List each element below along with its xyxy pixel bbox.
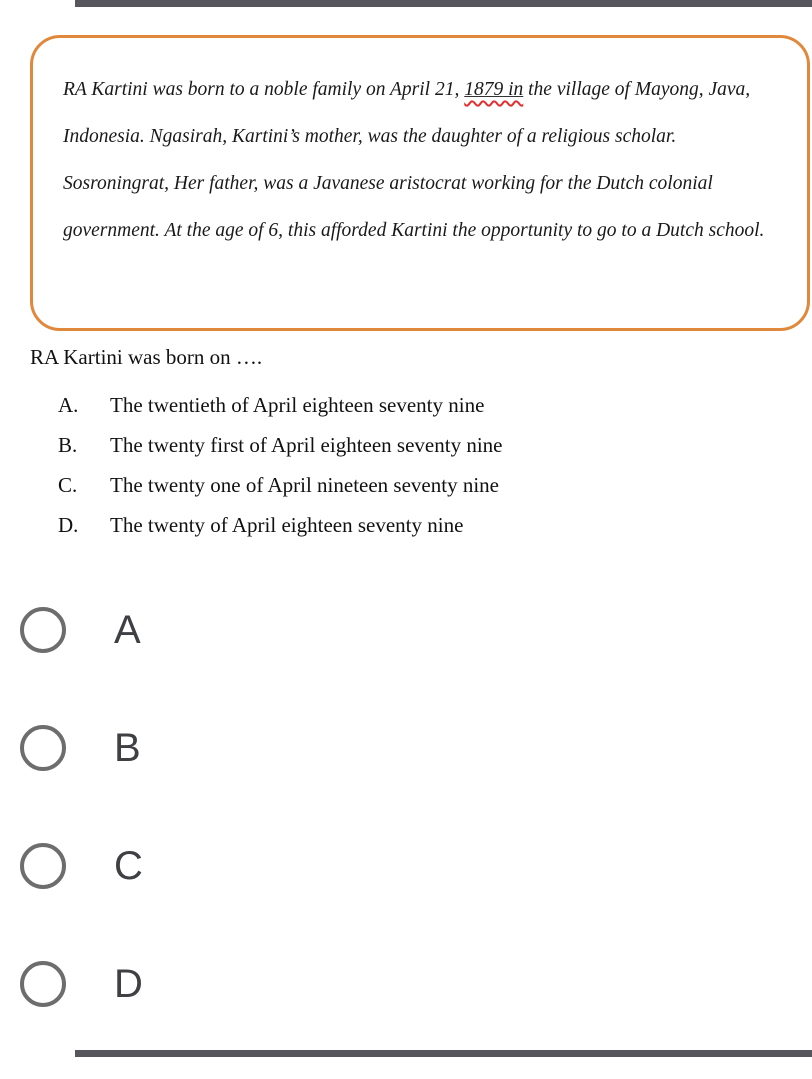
option-letter: A. (58, 393, 79, 417)
answer-choice-c[interactable] (20, 843, 143, 889)
options-list (58, 385, 502, 545)
option-letter: B. (58, 433, 78, 457)
answer-choice-d[interactable] (20, 961, 143, 1007)
answer-choices (20, 607, 143, 1079)
radio-button-d[interactable] (20, 961, 66, 1007)
option-text: The twenty first of April eighteen seventy nine (110, 433, 503, 457)
choice-label-b: B (114, 726, 141, 770)
radio-button-b[interactable] (20, 725, 66, 771)
option-text: The twentieth of April eighteen seventy nine (110, 393, 485, 417)
answer-choice-a[interactable] (20, 607, 143, 653)
option-item-c (58, 465, 502, 505)
spellcheck-underline: 1879 in (464, 79, 524, 100)
option-item-d (58, 505, 502, 545)
passage-segment-before: RA Kartini was born to a noble family on April 21, (63, 79, 465, 100)
passage-text (63, 66, 779, 254)
option-text: The twenty one of April nineteen seventy nine (110, 473, 499, 497)
radio-button-c[interactable] (20, 843, 66, 889)
answer-choice-b[interactable] (20, 725, 143, 771)
passage-box (30, 35, 810, 331)
bottom-edge-bar (75, 1050, 812, 1057)
option-letter: C. (58, 473, 78, 497)
radio-button-a[interactable] (20, 607, 66, 653)
passage-underlined-date (464, 79, 523, 100)
top-edge-bar (75, 0, 812, 7)
option-item-b (58, 425, 502, 465)
choice-label-d: D (114, 962, 143, 1006)
choice-label-c: C (114, 844, 143, 888)
option-text: The twenty of April eighteen seventy nine (110, 513, 464, 537)
question-text: RA Kartini was born on …. (30, 345, 263, 369)
option-letter: D. (58, 513, 79, 537)
option-item-a (58, 385, 502, 425)
passage-segment-after: the village of Mayong, Java, Indonesia. Ngasirah, Kartini’s mother, was the daughter of a religious scholar. Sosroningrat, Her father, was a Javanese aristocrat working for the Dutch colonial government. At the age of 6, this afforded Kartini the opportunity to go to a Dutch school. (63, 79, 765, 241)
choice-label-a: A (114, 608, 141, 652)
